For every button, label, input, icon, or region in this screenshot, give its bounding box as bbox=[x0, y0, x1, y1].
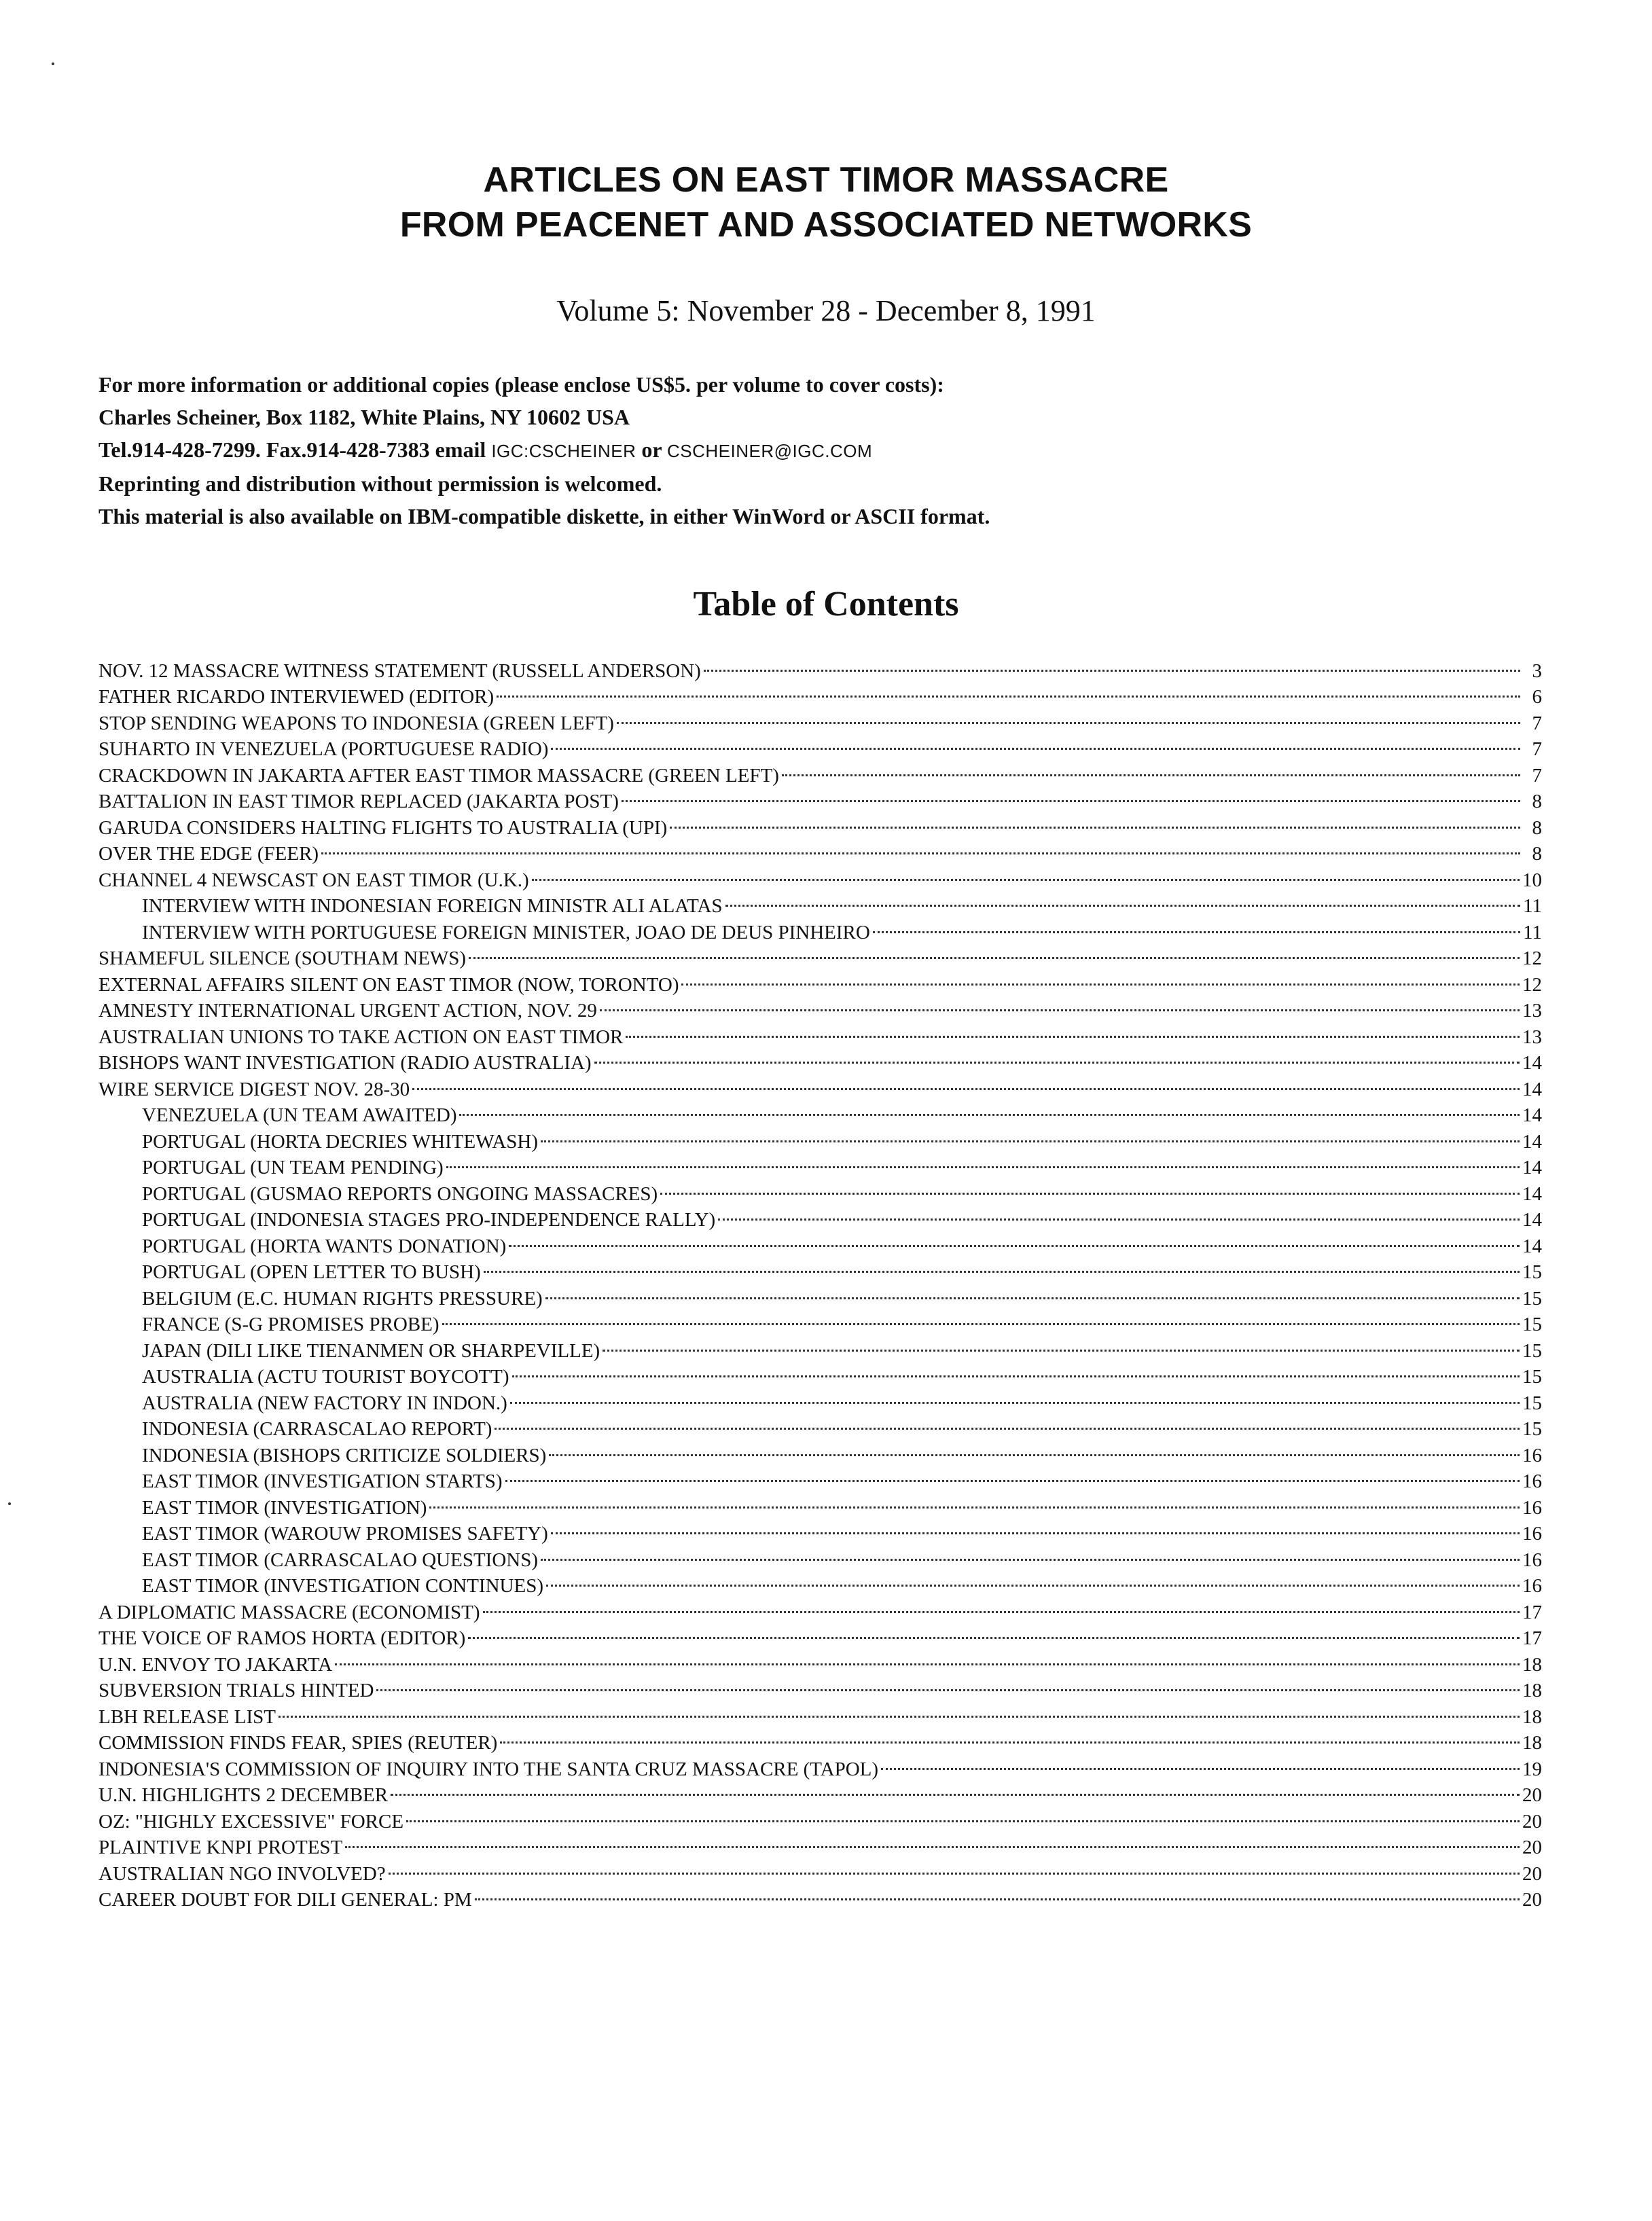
info-line-contact bbox=[98, 433, 990, 467]
toc-entry-title: NOV. 12 MASSACRE WITNESS STATEMENT (RUSSELL ANDERSON) bbox=[98, 660, 701, 682]
toc-dot-leader bbox=[459, 1096, 1520, 1122]
toc-entry-title: PORTUGAL (INDONESIA STAGES PRO-INDEPENDENCE RALLY) bbox=[142, 1209, 716, 1231]
toc-entry-title: FATHER RICARDO INTERVIEWED (EDITOR) bbox=[98, 686, 495, 708]
toc-entry-page: 14 bbox=[1522, 1182, 1542, 1205]
toc-dot-leader bbox=[475, 1880, 1520, 1907]
toc-entry-title: SUHARTO IN VENEZUELA (PORTUGUESE RADIO) bbox=[98, 738, 549, 760]
toc-entry-page: 17 bbox=[1522, 1627, 1542, 1649]
toc-dot-leader bbox=[725, 886, 1520, 913]
toc-entry-page: 20 bbox=[1522, 1862, 1542, 1885]
toc-entry-page: 16 bbox=[1522, 1496, 1542, 1519]
toc-dot-leader bbox=[622, 782, 1520, 808]
toc-entry-title: INDONESIA (CARRASCALAO REPORT) bbox=[142, 1418, 492, 1440]
toc-dot-leader bbox=[718, 1200, 1520, 1227]
toc-entry-page: 20 bbox=[1522, 1837, 1542, 1858]
toc-dot-leader bbox=[782, 755, 1520, 782]
toc-entry-page: 17 bbox=[1522, 1601, 1542, 1623]
toc-entry-page: 3 bbox=[1532, 660, 1542, 682]
info-line-address: Charles Scheiner, Box 1182, White Plains, NY 10602 USA bbox=[98, 405, 630, 429]
email-address[interactable]: CSCHEINER@IGC.COM bbox=[667, 441, 873, 461]
toc-dot-leader bbox=[670, 808, 1520, 834]
toc-entry-title: WIRE SERVICE DIGEST NOV. 28-30 bbox=[98, 1078, 410, 1100]
toc-entry-title: AUSTRALIAN UNIONS TO TAKE ACTION ON EAST TIMOR bbox=[98, 1026, 624, 1048]
toc-entry-title: BATTALION IN EAST TIMOR REPLACED (JAKARTA POST) bbox=[98, 791, 619, 812]
toc-entry-title: OZ: "HIGHLY EXCESSIVE" FORCE bbox=[98, 1810, 404, 1832]
toc-entry-page: 14 bbox=[1522, 1209, 1542, 1231]
toc-entry-title: BELGIUM (E.C. HUMAN RIGHTS PRESSURE) bbox=[142, 1287, 543, 1310]
toc-dot-leader bbox=[335, 1644, 1520, 1671]
toc-entry-title: EAST TIMOR (INVESTIGATION) bbox=[142, 1496, 427, 1519]
toc-entry-page: 15 bbox=[1522, 1392, 1542, 1414]
toc-entry-page: 11 bbox=[1523, 921, 1542, 943]
toc-entry-title: EAST TIMOR (CARRASCALAO QUESTIONS) bbox=[142, 1549, 539, 1571]
toc-entry-title: INDONESIA'S COMMISSION OF INQUIRY INTO THE SANTA CRUZ MASSACRE (TAPOL) bbox=[98, 1758, 879, 1780]
toc-entry-title: AUSTRALIAN NGO INVOLVED? bbox=[98, 1862, 386, 1885]
toc-entry-title: FRANCE (S-G PROMISES PROBE) bbox=[142, 1314, 439, 1335]
toc-entry-title: PORTUGAL (UN TEAM PENDING) bbox=[142, 1157, 444, 1178]
info-line-reprinting: Reprinting and distribution without permission is welcomed. bbox=[98, 471, 662, 496]
volume-subtitle: Volume 5: November 28 - December 8, 1991 bbox=[556, 294, 1096, 327]
toc-entry-page: 12 bbox=[1522, 973, 1542, 996]
toc-entry-page: 8 bbox=[1532, 791, 1542, 812]
toc-dot-leader bbox=[546, 1566, 1520, 1593]
toc-dot-leader bbox=[541, 1540, 1520, 1566]
toc-entry-title: THE VOICE OF RAMOS HORTA (EDITOR) bbox=[98, 1627, 466, 1649]
toc-entry-title: U.N. ENVOY TO JAKARTA bbox=[98, 1653, 333, 1676]
toc-entry-title: EAST TIMOR (INVESTIGATION CONTINUES) bbox=[142, 1575, 543, 1597]
toc-entry-page: 16 bbox=[1522, 1444, 1542, 1466]
toc-entry-title: INDONESIA (BISHOPS CRITICIZE SOLDIERS) bbox=[142, 1444, 547, 1466]
toc-entry-title: PORTUGAL (OPEN LETTER TO BUSH) bbox=[142, 1261, 481, 1283]
toc-entry-page: 6 bbox=[1532, 686, 1542, 708]
toc-dot-leader bbox=[391, 1775, 1520, 1802]
table-of-contents bbox=[98, 651, 1542, 1911]
toc-entry-page: 15 bbox=[1522, 1314, 1542, 1335]
toc-entry-page: 18 bbox=[1522, 1653, 1542, 1676]
toc-dot-leader bbox=[626, 1017, 1520, 1043]
toc-entry-page: 8 bbox=[1532, 843, 1542, 865]
toc-dot-leader bbox=[500, 1723, 1520, 1750]
toc-dot-leader bbox=[497, 677, 1520, 704]
toc-dot-leader bbox=[468, 1619, 1520, 1645]
toc-entry-page: 20 bbox=[1522, 1810, 1542, 1832]
toc-entry-title: AUSTRALIA (ACTU TOURIST BOYCOTT) bbox=[142, 1366, 509, 1388]
toc-entry-title: A DIPLOMATIC MASSACRE (ECONOMIST) bbox=[98, 1601, 480, 1623]
toc-entry-page: 14 bbox=[1522, 1104, 1542, 1126]
email-or: or bbox=[636, 437, 668, 462]
toc-entry-page: 14 bbox=[1522, 1235, 1542, 1257]
toc-dot-leader bbox=[512, 1357, 1520, 1384]
toc-dot-leader bbox=[495, 1409, 1520, 1436]
toc-entry-page: 7 bbox=[1532, 764, 1542, 787]
email-igc[interactable]: IGC:CSCHEINER bbox=[491, 441, 636, 461]
toc-entry[interactable] bbox=[98, 1697, 1542, 1728]
toc-dot-leader bbox=[442, 1305, 1520, 1331]
toc-entry-title: SHAMEFUL SILENCE (SOUTHAM NEWS) bbox=[98, 947, 467, 969]
title-line-1: ARTICLES ON EAST TIMOR MASSACRE bbox=[483, 160, 1169, 200]
title-line-2: FROM PEACENET AND ASSOCIATED NETWORKS bbox=[399, 205, 1253, 245]
toc-dot-leader bbox=[483, 1592, 1520, 1619]
toc-dot-leader bbox=[532, 860, 1520, 886]
toc-entry-title: BISHOPS WANT INVESTIGATION (RADIO AUSTRALIA) bbox=[98, 1052, 592, 1074]
scan-speck bbox=[8, 1502, 11, 1505]
toc-dot-leader bbox=[376, 1671, 1520, 1697]
toc-dot-leader bbox=[469, 939, 1520, 965]
toc-entry-title: STOP SENDING WEAPONS TO INDONESIA (GREEN LEFT) bbox=[98, 712, 614, 734]
toc-entry-page: 8 bbox=[1532, 816, 1542, 839]
toc-dot-leader bbox=[704, 651, 1520, 677]
toc-entry-title: SUBVERSION TRIALS HINTED bbox=[98, 1680, 374, 1701]
toc-entry-page: 18 bbox=[1522, 1732, 1542, 1754]
toc-dot-leader bbox=[389, 1854, 1520, 1880]
toc-entry-page: 14 bbox=[1522, 1078, 1542, 1100]
toc-dot-leader bbox=[279, 1697, 1520, 1723]
toc-entry-page: 14 bbox=[1522, 1157, 1542, 1178]
document-title bbox=[0, 158, 1652, 247]
toc-dot-leader bbox=[594, 1043, 1520, 1070]
toc-entry-title: AMNESTY INTERNATIONAL URGENT ACTION, NOV. 29 bbox=[98, 1000, 597, 1022]
toc-dot-leader bbox=[660, 1174, 1520, 1200]
toc-heading: Table of Contents bbox=[693, 585, 959, 624]
toc-entry-page: 18 bbox=[1522, 1680, 1542, 1701]
toc-dot-leader bbox=[509, 1226, 1520, 1252]
info-line-diskette: This material is also available on IBM-compatible diskette, in either WinWord or ASCII format. bbox=[98, 504, 990, 528]
toc-dot-leader bbox=[412, 1069, 1520, 1096]
toc-entry-title: INTERVIEW WITH PORTUGUESE FOREIGN MINISTER, JOAO DE DEUS PINHEIRO bbox=[142, 921, 870, 943]
toc-entry-title: PORTUGAL (HORTA WANTS DONATION) bbox=[142, 1235, 507, 1257]
toc-entry-page: 13 bbox=[1522, 1000, 1542, 1022]
toc-entry-title: EAST TIMOR (INVESTIGATION STARTS) bbox=[142, 1470, 503, 1492]
toc-entry-title: AUSTRALIA (NEW FACTORY IN INDON.) bbox=[142, 1392, 507, 1414]
toc-dot-leader bbox=[484, 1252, 1520, 1279]
toc-entry-page: 14 bbox=[1522, 1052, 1542, 1074]
toc-entry-title: COMMISSION FINDS FEAR, SPIES (REUTER) bbox=[98, 1732, 498, 1754]
info-block bbox=[98, 368, 990, 532]
toc-entry-title: CRACKDOWN IN JAKARTA AFTER EAST TIMOR MASSACRE (GREEN LEFT) bbox=[98, 764, 779, 787]
toc-dot-leader bbox=[600, 991, 1520, 1017]
toc-entry-title: EXTERNAL AFFAIRS SILENT ON EAST TIMOR (NOW, TORONTO) bbox=[98, 973, 679, 996]
toc-dot-leader bbox=[510, 1383, 1520, 1409]
toc-entry-page: 16 bbox=[1522, 1523, 1542, 1545]
scan-speck bbox=[52, 62, 54, 65]
toc-entry-title: LBH RELEASE LIST bbox=[98, 1705, 276, 1728]
toc-entry-title: VENEZUELA (UN TEAM AWAITED) bbox=[142, 1104, 457, 1126]
toc-entry[interactable] bbox=[98, 651, 1542, 682]
toc-entry-title: INTERVIEW WITH INDONESIAN FOREIGN MINISTR ALI ALATAS bbox=[142, 895, 723, 917]
toc-dot-leader bbox=[321, 834, 1520, 861]
toc-entry-page: 14 bbox=[1522, 1130, 1542, 1153]
toc-entry-page: 20 bbox=[1522, 1889, 1542, 1911]
toc-entry-page: 12 bbox=[1522, 947, 1542, 969]
toc-dot-leader bbox=[406, 1801, 1520, 1828]
toc-entry-title: GARUDA CONSIDERS HALTING FLIGHTS TO AUSTRALIA (UPI) bbox=[98, 816, 668, 839]
toc-dot-leader bbox=[603, 1331, 1520, 1357]
toc-entry-page: 10 bbox=[1522, 869, 1542, 891]
toc-entry-page: 11 bbox=[1523, 895, 1542, 917]
toc-entry-page: 16 bbox=[1522, 1575, 1542, 1597]
toc-entry-title: JAPAN (DILI LIKE TIENANMEN OR SHARPEVILLE) bbox=[142, 1339, 600, 1362]
info-line-more-information: For more information or additional copies (please enclose US$5. per volume to cover costs): bbox=[98, 372, 944, 397]
toc-entry-page: 15 bbox=[1522, 1287, 1542, 1310]
toc-entry-page: 20 bbox=[1522, 1784, 1542, 1806]
toc-dot-leader bbox=[446, 1148, 1520, 1174]
toc-dot-leader bbox=[881, 1749, 1520, 1775]
toc-entry-page: 15 bbox=[1522, 1366, 1542, 1388]
toc-entry-page: 16 bbox=[1522, 1470, 1542, 1492]
toc-entry-title: U.N. HIGHLIGHTS 2 DECEMBER bbox=[98, 1784, 389, 1806]
toc-dot-leader bbox=[545, 1278, 1520, 1305]
contact-numbers: Tel.914-428-7299. Fax.914-428-7383 email bbox=[98, 437, 492, 462]
toc-entry-title: CHANNEL 4 NEWSCAST ON EAST TIMOR (U.K.) bbox=[98, 869, 529, 891]
toc-entry-page: 13 bbox=[1522, 1026, 1542, 1048]
toc-dot-leader bbox=[681, 964, 1520, 991]
toc-entry-title: PORTUGAL (HORTA DECRIES WHITEWASH) bbox=[142, 1130, 539, 1153]
toc-dot-leader bbox=[617, 703, 1520, 729]
toc-entry-title: PLAINTIVE KNPI PROTEST bbox=[98, 1837, 343, 1858]
toc-entry-page: 15 bbox=[1522, 1339, 1542, 1362]
toc-dot-leader bbox=[429, 1487, 1520, 1514]
toc-dot-leader bbox=[551, 1514, 1520, 1540]
toc-entry-title: CAREER DOUBT FOR DILI GENERAL: PM bbox=[98, 1889, 472, 1911]
toc-entry-page: 15 bbox=[1522, 1261, 1542, 1283]
toc-entry-page: 7 bbox=[1532, 712, 1542, 734]
toc-dot-leader bbox=[551, 729, 1520, 756]
toc-dot-leader bbox=[505, 1462, 1520, 1488]
toc-dot-leader bbox=[873, 912, 1520, 939]
toc-dot-leader bbox=[541, 1121, 1520, 1148]
toc-entry-page: 19 bbox=[1522, 1758, 1542, 1780]
toc-entry-title: OVER THE EDGE (FEER) bbox=[98, 843, 319, 865]
toc-entry[interactable] bbox=[98, 1723, 1542, 1754]
toc-dot-leader bbox=[345, 1828, 1520, 1854]
toc-entry-title: EAST TIMOR (WAROUW PROMISES SAFETY) bbox=[142, 1523, 548, 1545]
toc-entry-page: 7 bbox=[1532, 738, 1542, 760]
toc-dot-leader bbox=[549, 1435, 1520, 1462]
toc-entry-page: 18 bbox=[1522, 1705, 1542, 1728]
toc-entry-page: 15 bbox=[1522, 1418, 1542, 1440]
toc-entry-title: PORTUGAL (GUSMAO REPORTS ONGOING MASSACRES) bbox=[142, 1182, 658, 1205]
toc-entry-page: 16 bbox=[1522, 1549, 1542, 1571]
